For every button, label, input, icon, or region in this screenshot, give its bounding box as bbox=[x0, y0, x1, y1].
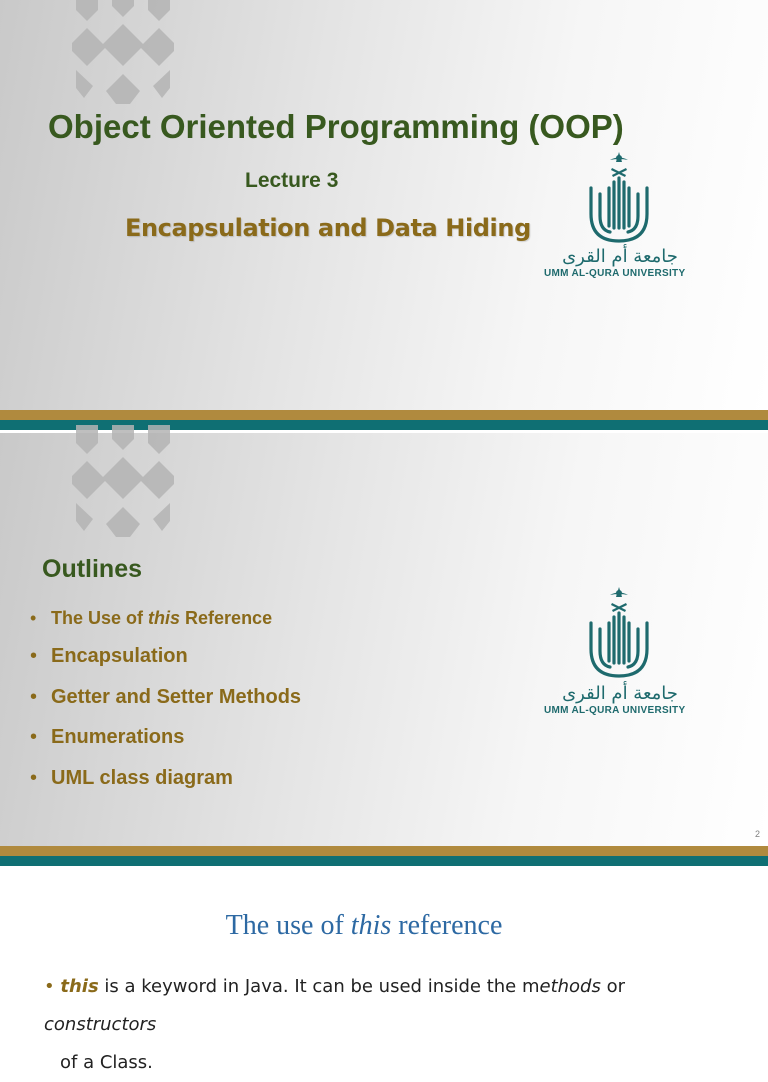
teal-divider bbox=[0, 856, 768, 866]
content-slide bbox=[0, 866, 768, 1073]
decorative-pattern bbox=[68, 0, 178, 110]
title-slide bbox=[0, 0, 768, 410]
gold-divider bbox=[0, 846, 768, 856]
university-emblem-icon bbox=[588, 148, 650, 244]
gold-divider bbox=[0, 410, 768, 420]
university-name-english: UMM AL-QURA UNIVERSITY bbox=[544, 268, 686, 279]
outline-heading: Outlines bbox=[42, 555, 143, 583]
university-name-english: UMM AL-QURA UNIVERSITY bbox=[544, 705, 686, 716]
lecture-subtitle: Encapsulation and Data Hiding bbox=[125, 214, 531, 242]
outline-slide bbox=[0, 433, 768, 846]
list-item: • The Use of this Reference bbox=[30, 608, 273, 628]
university-emblem-icon bbox=[588, 583, 650, 679]
outline-list bbox=[30, 603, 301, 803]
slide-title: The use of this reference bbox=[225, 910, 503, 941]
page-number: 2 bbox=[754, 829, 760, 839]
list-item: • Enumerations bbox=[30, 726, 185, 748]
university-name-arabic: جامعة أم القرى bbox=[562, 246, 678, 267]
list-item: • UML class diagram bbox=[30, 766, 233, 789]
body-text: • this is a keyword in Java. It can be used inside the methods or constructors of a Class. bbox=[44, 976, 625, 1073]
university-name-arabic: جامعة أم القرى bbox=[562, 683, 678, 704]
list-item: • Getter and Setter Methods bbox=[30, 685, 302, 708]
presentation-title: Object Oriented Programming (OOP) bbox=[48, 108, 624, 145]
lecture-number: Lecture 3 bbox=[245, 169, 339, 192]
list-item: • Encapsulation bbox=[30, 645, 188, 667]
decorative-pattern bbox=[68, 425, 178, 543]
